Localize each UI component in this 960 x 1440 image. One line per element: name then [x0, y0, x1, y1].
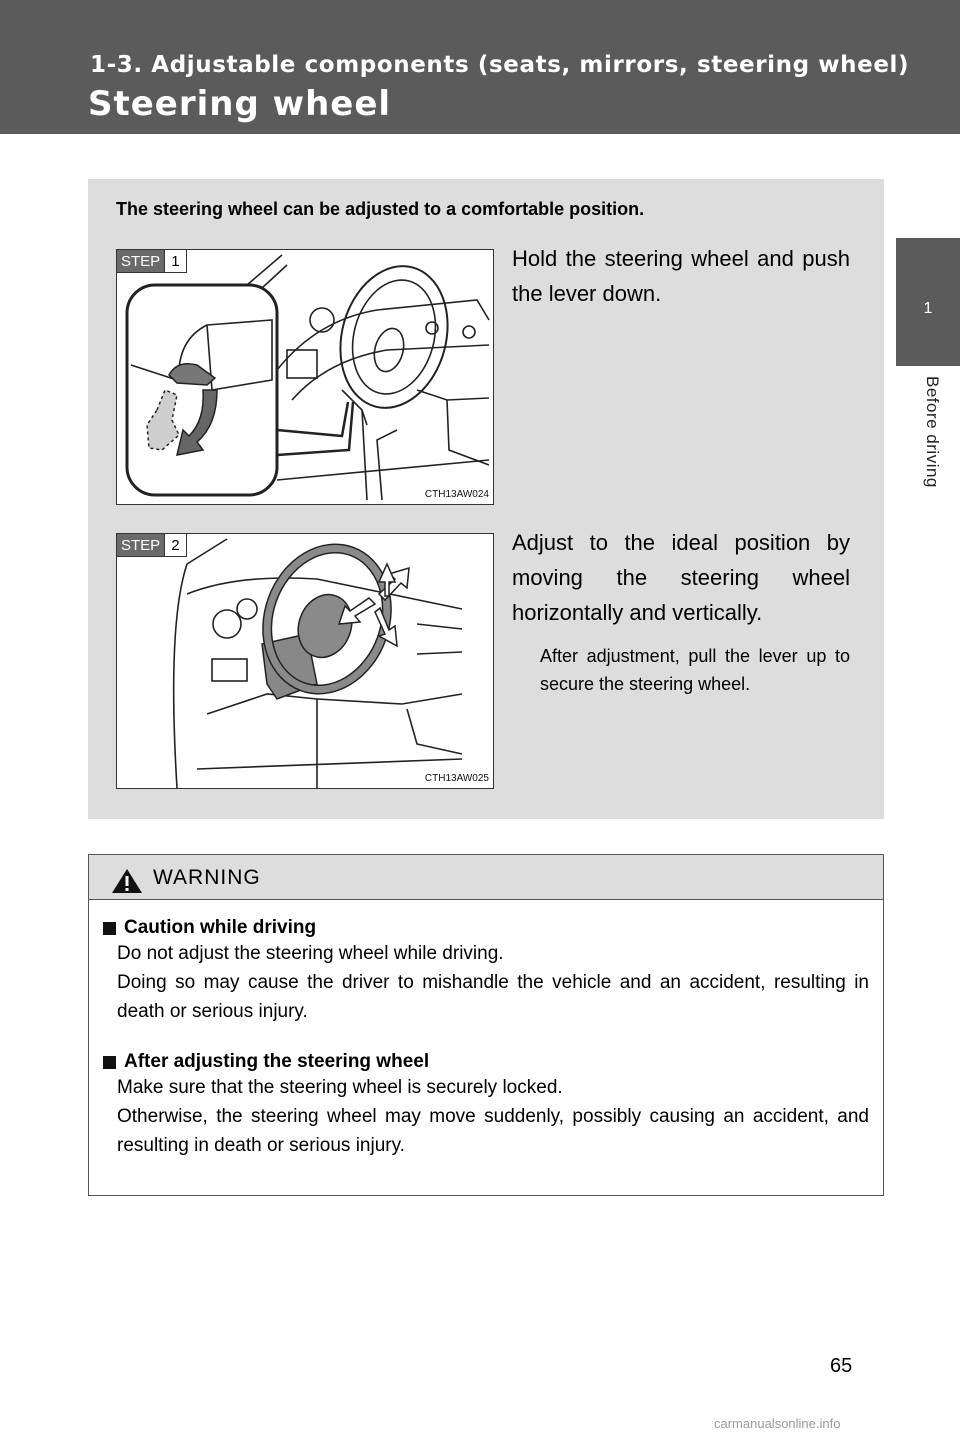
- procedure-panel: [88, 179, 884, 819]
- page-title: Steering wheel: [88, 84, 392, 124]
- chapter-tab: [896, 238, 960, 366]
- figure-code: CTH13AW024: [424, 489, 489, 500]
- figure-code: CTH13AW025: [424, 773, 489, 784]
- warning-paragraph: Make sure that the steering wheel is securely locked.: [117, 1077, 563, 1098]
- step-number: 2: [164, 534, 185, 556]
- step2-figure: [116, 533, 494, 789]
- warning-item-heading: [103, 917, 869, 939]
- warning-triangle-icon: [111, 868, 143, 894]
- square-bullet-icon: [103, 1056, 116, 1069]
- step-number: 1: [164, 250, 185, 272]
- warning-item-heading-text: Caution while driving: [124, 917, 317, 938]
- warning-item: [103, 917, 869, 1026]
- step1-instruction: Hold the steering wheel and push the lever down.: [512, 246, 850, 306]
- steering-lever-illustration: [117, 250, 493, 504]
- step1-figure: [116, 249, 494, 505]
- step2-note: After adjustment, pull the lever up to secure the steering wheel.: [540, 646, 850, 694]
- warning-paragraph: Otherwise, the steering wheel may move suddenly, possibly causing an accident, and resulting in death or serious injury.: [117, 1106, 869, 1156]
- watermark: carmanualsonline.info: [714, 1416, 841, 1431]
- header-bar: [0, 0, 960, 134]
- warning-item: [103, 1051, 869, 1160]
- step2-instruction: Adjust to the ideal position by moving the steering wheel horizontally and vertically.: [512, 530, 850, 625]
- warning-item-heading: [103, 1051, 869, 1073]
- step-word: STEP: [117, 534, 164, 556]
- steering-adjust-illustration: [117, 534, 493, 788]
- warning-title: WARNING: [153, 866, 261, 889]
- chapter-label: Before driving: [923, 376, 942, 488]
- warning-box: [88, 854, 884, 1196]
- section-title: 1-3. Adjustable components (seats, mirrors, steering wheel): [90, 52, 910, 78]
- warning-item-heading-text: After adjusting the steering wheel: [124, 1051, 430, 1072]
- warning-paragraph: Doing so may cause the driver to mishandle the vehicle and an accident, resulting in death or serious injury.: [117, 972, 869, 1022]
- procedure-intro: The steering wheel can be adjusted to a comfortable position.: [116, 199, 645, 219]
- page-number: 65: [830, 1355, 853, 1377]
- step2-label: [117, 534, 187, 557]
- step-word: STEP: [117, 250, 164, 272]
- warning-header: [89, 855, 883, 900]
- step1-label: [117, 250, 187, 273]
- chapter-number: 1: [923, 300, 933, 317]
- warning-paragraph: Do not adjust the steering wheel while driving.: [117, 943, 504, 964]
- square-bullet-icon: [103, 922, 116, 935]
